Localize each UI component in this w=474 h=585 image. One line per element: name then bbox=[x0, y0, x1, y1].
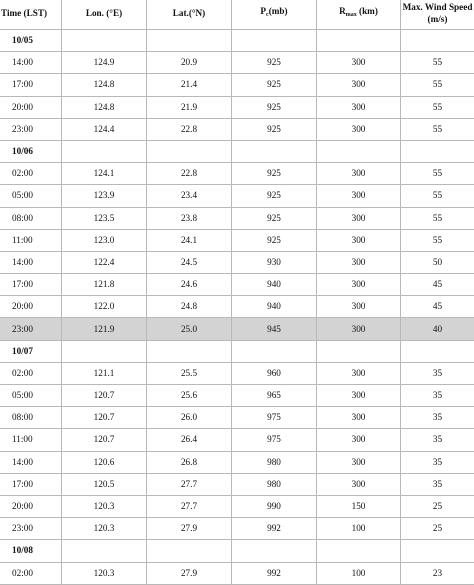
time-cell: 20:00 bbox=[0, 96, 62, 118]
wind-cell: 35 bbox=[401, 451, 474, 473]
header-rmax-symbol: R bbox=[339, 6, 346, 16]
lon-cell: 120.6 bbox=[62, 451, 147, 473]
rmax-cell: 300 bbox=[317, 52, 401, 74]
time-cell: 14:00 bbox=[0, 451, 62, 473]
table-row bbox=[0, 451, 474, 473]
wind-cell: 35 bbox=[401, 473, 474, 495]
wind-cell: 35 bbox=[401, 429, 474, 451]
empty-cell bbox=[147, 540, 232, 562]
lon-cell: 120.7 bbox=[62, 385, 147, 407]
date-cell: 10/08 bbox=[0, 540, 62, 562]
time-cell: 23:00 bbox=[0, 118, 62, 140]
time-cell: 17:00 bbox=[0, 473, 62, 495]
rmax-cell: 150 bbox=[317, 495, 401, 517]
header-rmax-unit: (km) bbox=[357, 6, 378, 16]
empty-cell bbox=[317, 140, 401, 162]
empty-cell bbox=[62, 30, 147, 52]
rmax-cell: 300 bbox=[317, 407, 401, 429]
time-cell: 05:00 bbox=[0, 385, 62, 407]
pc-cell: 965 bbox=[232, 385, 317, 407]
table-row bbox=[0, 362, 474, 384]
header-lat-label: Lat.(°N) bbox=[173, 8, 206, 18]
rmax-cell: 300 bbox=[317, 74, 401, 96]
table-row-highlighted bbox=[0, 318, 474, 340]
time-cell: 17:00 bbox=[0, 74, 62, 96]
lat-cell: 20.9 bbox=[147, 52, 232, 74]
table-row bbox=[0, 185, 474, 207]
lon-cell: 122.0 bbox=[62, 296, 147, 318]
lon-cell: 124.4 bbox=[62, 118, 147, 140]
header-lon-label: Lon. (°E) bbox=[86, 8, 122, 18]
rmax-cell: 300 bbox=[317, 318, 401, 340]
time-cell: 14:00 bbox=[0, 52, 62, 74]
pc-cell: 930 bbox=[232, 251, 317, 273]
empty-cell bbox=[401, 340, 474, 362]
lat-cell: 22.8 bbox=[147, 163, 232, 185]
lat-cell: 25.0 bbox=[147, 318, 232, 340]
rmax-cell: 300 bbox=[317, 251, 401, 273]
time-cell: 02:00 bbox=[0, 562, 62, 584]
pc-cell: 925 bbox=[232, 96, 317, 118]
header-wind-label: Max. Wind Speed bbox=[403, 2, 473, 12]
header-pc-unit: (mb) bbox=[269, 6, 288, 16]
empty-cell bbox=[232, 340, 317, 362]
time-cell: 17:00 bbox=[0, 274, 62, 296]
pc-cell: 945 bbox=[232, 318, 317, 340]
table-row bbox=[0, 207, 474, 229]
time-cell: 14:00 bbox=[0, 251, 62, 273]
lat-cell: 26.0 bbox=[147, 407, 232, 429]
lon-cell: 121.9 bbox=[62, 318, 147, 340]
empty-cell bbox=[232, 140, 317, 162]
empty-cell bbox=[62, 540, 147, 562]
pc-cell: 940 bbox=[232, 296, 317, 318]
lat-cell: 21.4 bbox=[147, 74, 232, 96]
time-cell: 23:00 bbox=[0, 318, 62, 340]
rmax-cell: 300 bbox=[317, 296, 401, 318]
rmax-cell: 300 bbox=[317, 429, 401, 451]
rmax-cell: 300 bbox=[317, 118, 401, 140]
header-lon bbox=[62, 0, 147, 30]
header-time bbox=[0, 0, 62, 30]
date-cell: 10/07 bbox=[0, 340, 62, 362]
lon-cell: 123.5 bbox=[62, 207, 147, 229]
pc-cell: 925 bbox=[232, 118, 317, 140]
lat-cell: 27.9 bbox=[147, 562, 232, 584]
date-cell: 10/05 bbox=[0, 30, 62, 52]
lon-cell: 124.8 bbox=[62, 74, 147, 96]
date-row bbox=[0, 540, 474, 562]
pc-cell: 992 bbox=[232, 518, 317, 540]
lat-cell: 27.9 bbox=[147, 518, 232, 540]
lon-cell: 120.3 bbox=[62, 518, 147, 540]
empty-cell bbox=[317, 540, 401, 562]
lat-cell: 23.4 bbox=[147, 185, 232, 207]
lon-cell: 120.3 bbox=[62, 495, 147, 517]
wind-cell: 55 bbox=[401, 229, 474, 251]
lon-cell: 121.8 bbox=[62, 274, 147, 296]
date-row bbox=[0, 30, 474, 52]
pc-cell: 925 bbox=[232, 207, 317, 229]
rmax-cell: 300 bbox=[317, 163, 401, 185]
table-row bbox=[0, 74, 474, 96]
wind-cell: 55 bbox=[401, 185, 474, 207]
lon-cell: 122.4 bbox=[62, 251, 147, 273]
lon-cell: 120.5 bbox=[62, 473, 147, 495]
empty-cell bbox=[232, 540, 317, 562]
wind-cell: 35 bbox=[401, 407, 474, 429]
wind-cell: 40 bbox=[401, 318, 474, 340]
rmax-cell: 300 bbox=[317, 207, 401, 229]
rmax-cell: 300 bbox=[317, 385, 401, 407]
table-row bbox=[0, 385, 474, 407]
rmax-cell: 300 bbox=[317, 185, 401, 207]
empty-cell bbox=[147, 30, 232, 52]
time-cell: 02:00 bbox=[0, 362, 62, 384]
lat-cell: 25.6 bbox=[147, 385, 232, 407]
lat-cell: 27.7 bbox=[147, 495, 232, 517]
wind-cell: 45 bbox=[401, 274, 474, 296]
empty-cell bbox=[401, 540, 474, 562]
empty-cell bbox=[401, 30, 474, 52]
wind-cell: 50 bbox=[401, 251, 474, 273]
pc-cell: 940 bbox=[232, 274, 317, 296]
time-cell: 20:00 bbox=[0, 495, 62, 517]
pc-cell: 980 bbox=[232, 451, 317, 473]
rmax-cell: 100 bbox=[317, 518, 401, 540]
empty-cell bbox=[147, 340, 232, 362]
table-row bbox=[0, 495, 474, 517]
lat-cell: 23.8 bbox=[147, 207, 232, 229]
pc-cell: 992 bbox=[232, 562, 317, 584]
wind-cell: 25 bbox=[401, 495, 474, 517]
empty-cell bbox=[62, 140, 147, 162]
empty-cell bbox=[147, 140, 232, 162]
header-rmax bbox=[317, 0, 401, 30]
pc-cell: 975 bbox=[232, 407, 317, 429]
date-row bbox=[0, 340, 474, 362]
date-row bbox=[0, 140, 474, 162]
wind-cell: 45 bbox=[401, 296, 474, 318]
pc-cell: 990 bbox=[232, 495, 317, 517]
header-lat bbox=[147, 0, 232, 30]
lon-cell: 120.3 bbox=[62, 562, 147, 584]
lat-cell: 24.8 bbox=[147, 296, 232, 318]
table-row bbox=[0, 251, 474, 273]
wind-cell: 55 bbox=[401, 163, 474, 185]
wind-cell: 25 bbox=[401, 518, 474, 540]
lon-cell: 123.0 bbox=[62, 229, 147, 251]
header-row bbox=[0, 0, 474, 30]
date-cell: 10/06 bbox=[0, 140, 62, 162]
lon-cell: 120.7 bbox=[62, 429, 147, 451]
wind-cell: 35 bbox=[401, 385, 474, 407]
lon-cell: 120.7 bbox=[62, 407, 147, 429]
rmax-cell: 300 bbox=[317, 451, 401, 473]
lat-cell: 22.8 bbox=[147, 118, 232, 140]
rmax-cell: 300 bbox=[317, 96, 401, 118]
pc-cell: 925 bbox=[232, 185, 317, 207]
lat-cell: 27.7 bbox=[147, 473, 232, 495]
wind-cell: 55 bbox=[401, 118, 474, 140]
time-cell: 20:00 bbox=[0, 296, 62, 318]
table-row bbox=[0, 407, 474, 429]
empty-cell bbox=[62, 340, 147, 362]
rmax-cell: 300 bbox=[317, 274, 401, 296]
lat-cell: 26.8 bbox=[147, 451, 232, 473]
rmax-cell: 300 bbox=[317, 229, 401, 251]
rmax-cell: 300 bbox=[317, 473, 401, 495]
time-cell: 08:00 bbox=[0, 407, 62, 429]
wind-cell: 55 bbox=[401, 96, 474, 118]
lat-cell: 25.5 bbox=[147, 362, 232, 384]
rmax-cell: 100 bbox=[317, 562, 401, 584]
lat-cell: 24.1 bbox=[147, 229, 232, 251]
pc-cell: 925 bbox=[232, 74, 317, 96]
time-cell: 05:00 bbox=[0, 185, 62, 207]
header-rmax-subscript: max bbox=[346, 12, 357, 18]
lon-cell: 123.9 bbox=[62, 185, 147, 207]
empty-cell bbox=[317, 340, 401, 362]
table-row bbox=[0, 118, 474, 140]
wind-cell: 35 bbox=[401, 362, 474, 384]
pc-cell: 925 bbox=[232, 52, 317, 74]
pc-cell: 960 bbox=[232, 362, 317, 384]
table-row bbox=[0, 473, 474, 495]
header-wind-unit: (m/s) bbox=[428, 14, 448, 24]
table-row bbox=[0, 163, 474, 185]
table-row bbox=[0, 296, 474, 318]
lat-cell: 24.6 bbox=[147, 274, 232, 296]
wind-cell: 55 bbox=[401, 74, 474, 96]
time-cell: 23:00 bbox=[0, 518, 62, 540]
table-row bbox=[0, 429, 474, 451]
pc-cell: 925 bbox=[232, 163, 317, 185]
pc-cell: 925 bbox=[232, 229, 317, 251]
header-pc-subscript: c bbox=[266, 12, 269, 18]
header-pc bbox=[232, 0, 317, 30]
empty-cell bbox=[232, 30, 317, 52]
empty-cell bbox=[401, 140, 474, 162]
table-row bbox=[0, 562, 474, 584]
header-pc-symbol: P bbox=[260, 6, 266, 16]
pc-cell: 975 bbox=[232, 429, 317, 451]
table-row bbox=[0, 274, 474, 296]
time-cell: 11:00 bbox=[0, 229, 62, 251]
table-row bbox=[0, 96, 474, 118]
lon-cell: 121.1 bbox=[62, 362, 147, 384]
lon-cell: 124.8 bbox=[62, 96, 147, 118]
table-row bbox=[0, 52, 474, 74]
wind-cell: 55 bbox=[401, 52, 474, 74]
rmax-cell: 300 bbox=[317, 362, 401, 384]
wind-cell: 23 bbox=[401, 562, 474, 584]
time-cell: 08:00 bbox=[0, 207, 62, 229]
lat-cell: 21.9 bbox=[147, 96, 232, 118]
table-row bbox=[0, 518, 474, 540]
table-body bbox=[0, 30, 474, 585]
time-cell: 02:00 bbox=[0, 163, 62, 185]
empty-cell bbox=[317, 30, 401, 52]
header-time-label: Time (LST) bbox=[1, 8, 47, 18]
lat-cell: 26.4 bbox=[147, 429, 232, 451]
header-wind bbox=[401, 0, 474, 30]
lon-cell: 124.1 bbox=[62, 163, 147, 185]
lon-cell: 124.9 bbox=[62, 52, 147, 74]
time-cell: 11:00 bbox=[0, 429, 62, 451]
lat-cell: 24.5 bbox=[147, 251, 232, 273]
pc-cell: 980 bbox=[232, 473, 317, 495]
table-row bbox=[0, 229, 474, 251]
wind-cell: 55 bbox=[401, 207, 474, 229]
